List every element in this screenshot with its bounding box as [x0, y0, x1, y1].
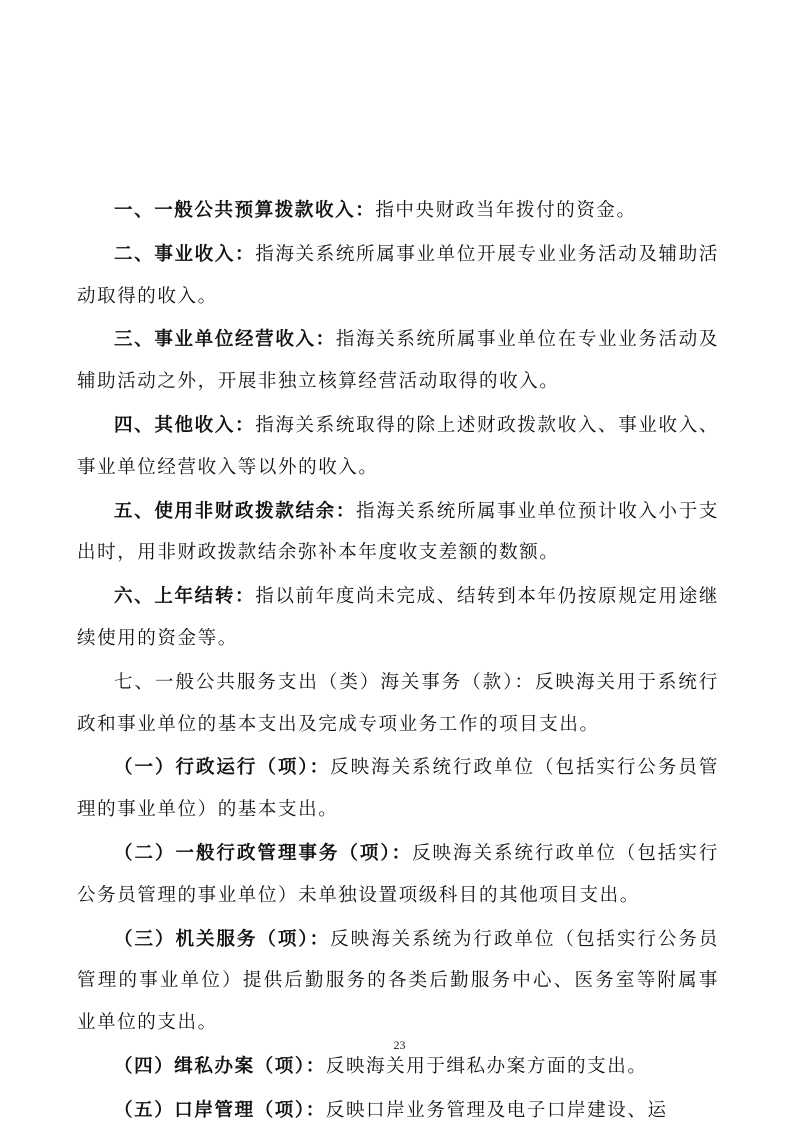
paragraph-10	[77, 919, 719, 1044]
page-number: 23	[393, 1038, 406, 1052]
paragraph-12	[77, 1090, 719, 1132]
paragraph-3	[77, 319, 719, 403]
paragraph-term: （四）缉私办案（项）：	[114, 1055, 326, 1077]
paragraph-term: 七、一般公共服务支出（类）海关事务（款）：	[114, 671, 535, 693]
paragraph-term: （一）行政运行（项）：	[114, 757, 331, 779]
paragraph-text: 指海关系统所属事业单位开展专业业务活动及辅助活动取得的收入。	[77, 243, 719, 307]
paragraph-9	[77, 833, 719, 917]
paragraph-term: （三）机关服务（项）：	[114, 928, 331, 950]
paragraph-text: 指以前年度尚未完成、结转到本年仍按原规定用途继续使用的资金等。	[77, 586, 719, 649]
paragraph-text: 反映海关系统行政单位（包括实行公务员管理的事业单位）的基本支出。	[77, 757, 719, 821]
paragraph-term: 一、一般公共预算拨款收入：	[114, 200, 376, 221]
paragraph-term: （五）口岸管理（项）：	[114, 1099, 326, 1121]
paragraph-text: 指中央财政当年拨付的资金。	[375, 200, 637, 221]
paragraph-2	[77, 234, 719, 318]
paragraph-5	[77, 491, 719, 575]
paragraph-text: 反映口岸业务管理及电子口岸建设、运	[325, 1099, 668, 1121]
paragraph-text: 反映海关用于系统行政和事业单位的基本支出及完成专项业务工作的项目支出。	[77, 671, 719, 735]
paragraph-1	[77, 190, 719, 232]
paragraph-term: 六、上年结转：	[114, 586, 256, 608]
paragraph-text: 反映海关系统行政单位（包括实行公务员管理的事业单位）未单独设置项级科目的其他项目支出。	[77, 842, 719, 906]
paragraph-6	[77, 576, 719, 660]
paragraph-term: 三、事业单位经营收入：	[114, 329, 336, 351]
paragraph-8	[77, 747, 719, 831]
paragraph-7	[77, 662, 719, 746]
paragraph-term: 四、其他收入：	[114, 414, 256, 436]
paragraph-term: 五、使用非财政拨款结余：	[114, 500, 357, 522]
paragraph-text: 指海关系统所属事业单位预计收入小于支出时，用非财政拨款结余弥补本年度收支差额的数额。	[77, 500, 719, 564]
paragraph-text: 反映海关系统为行政单位（包括实行公务员管理的事业单位）提供后勤服务的各类后勤服务中心、医务室等附属事业单位的支出。	[77, 928, 719, 1034]
paragraph-term: （二）一般行政管理事务（项）：	[114, 842, 413, 864]
paragraph-text: 指海关系统取得的除上述财政拨款收入、事业收入、事业单位经营收入等以外的收入。	[77, 414, 719, 478]
paragraph-text: 指海关系统所属事业单位在专业业务活动及辅助活动之外，开展非独立核算经营活动取得的收入。	[77, 329, 719, 393]
paragraph-4	[77, 405, 719, 489]
paragraph-term: 二、事业收入：	[114, 243, 256, 265]
paragraph-text: 反映海关用于缉私办案方面的支出。	[325, 1055, 648, 1077]
document-body	[77, 190, 719, 1134]
